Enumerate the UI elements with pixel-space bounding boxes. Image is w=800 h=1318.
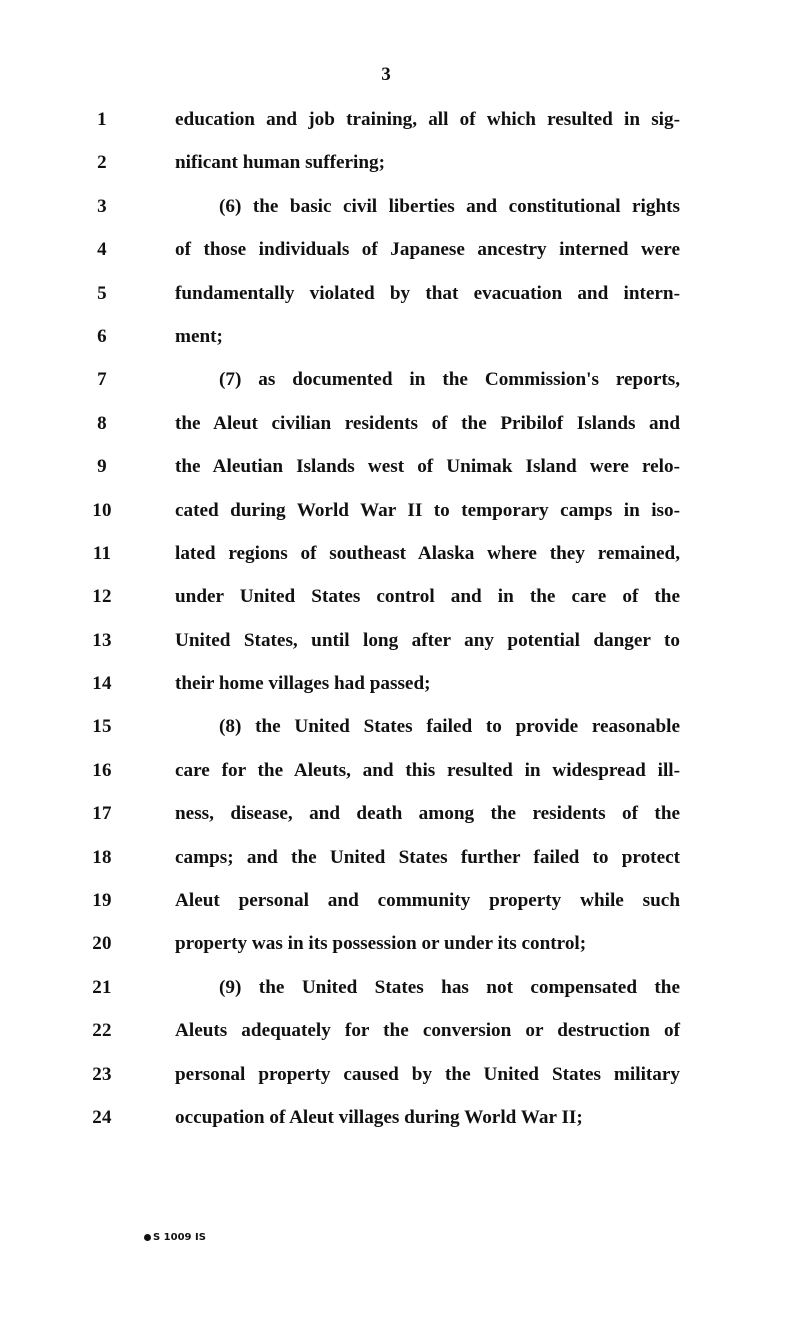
text-line (0, 148, 800, 191)
line-number: 4 (97, 239, 107, 261)
text-line (0, 1060, 800, 1103)
line-text: (6) the basic civil liberties and constitutional rights (219, 195, 680, 217)
text-line (0, 279, 800, 322)
line-number: 9 (97, 456, 107, 478)
line-text: the Aleut civilian residents of the Pribilof Islands and (175, 412, 680, 434)
line-text: occupation of Aleut villages during World War II; (175, 1106, 583, 1128)
text-line (0, 192, 800, 235)
line-number: 2 (97, 152, 107, 174)
line-number: 15 (92, 716, 112, 738)
line-text: (8) the United States failed to provide reasonable (219, 716, 680, 738)
text-line (0, 1016, 800, 1059)
line-text: Aleut personal and community property while such (175, 890, 680, 912)
line-text: property was in its possession or under its control; (175, 933, 587, 955)
line-text: United States, until long after any potential danger to (175, 629, 680, 651)
bullet-icon (144, 1234, 151, 1241)
line-number: 19 (92, 890, 112, 912)
line-text: ment; (175, 325, 223, 347)
text-line (0, 712, 800, 755)
text-line (0, 886, 800, 929)
line-number: 3 (97, 195, 107, 217)
line-number: 10 (92, 499, 112, 521)
line-number: 18 (92, 846, 112, 868)
bill-footer (144, 1232, 206, 1243)
text-line (0, 626, 800, 669)
line-text: of those individuals of Japanese ancestry interned were (175, 239, 680, 261)
text-line (0, 669, 800, 712)
line-number: 13 (92, 629, 112, 651)
line-number: 8 (97, 412, 107, 434)
line-number: 22 (92, 1020, 112, 1042)
line-number: 17 (92, 803, 112, 825)
line-text: ness, disease, and death among the residents of the (175, 803, 680, 825)
line-text: care for the Aleuts, and this resulted in widespread ill- (175, 759, 680, 781)
text-line (0, 496, 800, 539)
line-text: under United States control and in the care of the (175, 586, 680, 608)
line-number: 11 (92, 542, 112, 564)
text-line (0, 843, 800, 886)
line-text: fundamentally violated by that evacuation and intern- (175, 282, 680, 304)
line-text: the Aleutian Islands west of Unimak Island were relo- (175, 456, 680, 478)
text-line (0, 452, 800, 495)
line-text: (7) as documented in the Commission's reports, (219, 369, 680, 391)
line-text: education and job training, all of which resulted in sig- (175, 109, 680, 130)
line-text: nificant human suffering; (175, 152, 386, 174)
line-text: cated during World War II to temporary camps in iso- (175, 499, 680, 521)
text-line (0, 582, 800, 625)
text-line (0, 1103, 800, 1146)
text-line (0, 973, 800, 1016)
line-number: 14 (92, 673, 112, 695)
line-number: 5 (97, 282, 107, 304)
text-line (0, 539, 800, 582)
line-text: camps; and the United States further failed to protect (175, 846, 680, 868)
page-number: 3 (381, 64, 391, 85)
line-number: 24 (92, 1106, 112, 1128)
text-line (0, 365, 800, 408)
line-number: 12 (92, 586, 112, 608)
text-line (0, 799, 800, 842)
text-line (0, 235, 800, 278)
line-text: (9) the United States has not compensated the (219, 976, 680, 998)
text-line (0, 929, 800, 972)
line-number: 6 (97, 325, 107, 347)
text-line (0, 756, 800, 799)
line-text: lated regions of southeast Alaska where they remained, (175, 542, 680, 564)
text-line (0, 409, 800, 452)
line-number: 16 (92, 759, 112, 781)
line-number: 20 (92, 933, 112, 955)
bill-text-body (0, 105, 800, 1146)
line-number: 21 (92, 976, 112, 998)
line-number: 23 (92, 1063, 112, 1085)
line-number: 1 (97, 109, 107, 130)
line-text: Aleuts adequately for the conversion or destruction of (175, 1020, 680, 1042)
text-line (0, 105, 800, 148)
line-text: their home villages had passed; (175, 673, 431, 695)
text-line (0, 322, 800, 365)
line-number: 7 (97, 369, 107, 391)
line-text: personal property caused by the United States military (175, 1063, 680, 1085)
bill-identifier: S 1009 IS (153, 1232, 206, 1243)
